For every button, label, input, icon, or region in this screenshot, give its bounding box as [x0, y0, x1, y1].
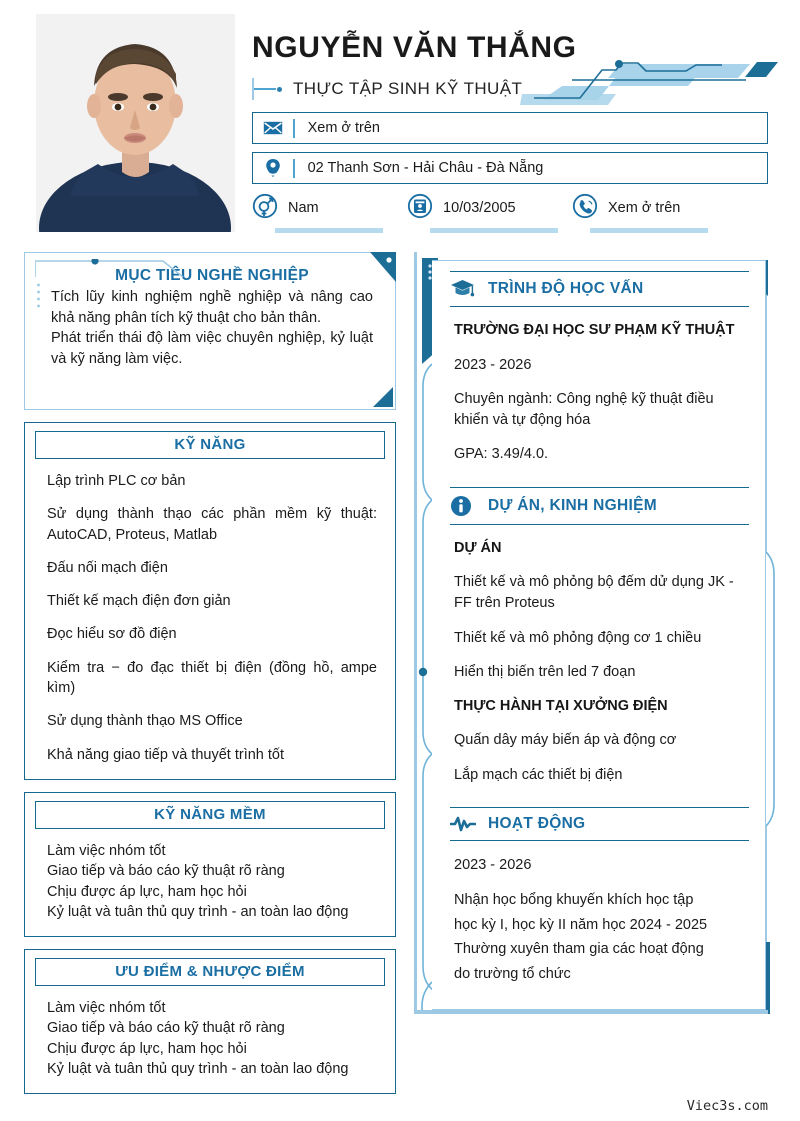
objective-card: [24, 252, 396, 410]
divider: [293, 159, 295, 178]
phone-value: Xem ở trên: [608, 200, 681, 216]
list-item: Giao tiếp và báo cáo kỹ thuật rõ ràng: [47, 863, 285, 880]
skills-section: [24, 422, 396, 780]
experience-group-1-heading: DỰ ÁN: [454, 539, 502, 556]
meta-underline-1: [275, 228, 383, 233]
list-item: Đấu nối mạch điện: [47, 559, 168, 576]
list-item: Thường xuyên tham gia các hoạt động: [454, 941, 704, 958]
list-item: Kỷ luật và tuân thủ quy trình - an toàn lao động: [47, 1061, 349, 1078]
soft-skills-section: [24, 792, 396, 937]
calendar-icon: [407, 193, 433, 224]
list-item: Làm việc nhóm tốt: [47, 1000, 166, 1017]
corner-triangle-decoration: [370, 252, 396, 282]
experience-section: [450, 477, 749, 798]
objective-paragraph-1: Tích lũy kinh nghiệm nghề nghiệp và nâng cao khả năng phân tích kỹ thuật cho bản thân.: [51, 289, 373, 326]
soft-skills-title: KỸ NĂNG MỀM: [35, 801, 385, 829]
job-role: [252, 76, 522, 102]
graduation-cap-icon: [450, 279, 480, 299]
birthday-value: 10/03/2005: [443, 200, 516, 216]
cv-header: [0, 0, 800, 240]
list-item: Kỷ luật và tuân thủ quy trình - an toàn lao động: [47, 903, 349, 920]
address-value: 02 Thanh Sơn - Hải Châu - Đà Nẵng: [307, 160, 544, 176]
role-label: THỰC TẬP SINH KỸ THUẬT: [293, 79, 523, 98]
objective-title: MỤC TIÊU NGHỀ NGHIỆP: [115, 267, 309, 284]
phone-icon: [572, 193, 598, 224]
email-row: [252, 112, 768, 144]
left-column: [24, 252, 396, 1094]
list-item: Sử dụng thành thạo các phần mềm kỹ thuật: AutoCAD, Proteus, Matlab: [47, 506, 377, 543]
activities-body: [450, 841, 749, 990]
list-item: Nhận học bổng khuyến khích học tập: [454, 892, 694, 909]
skills-title: KỸ NĂNG: [35, 431, 385, 459]
education-title: TRÌNH ĐỘ HỌC VẤN: [488, 280, 644, 297]
address-row: [252, 152, 768, 184]
footer-brand: Viec3s.com: [686, 1098, 768, 1114]
gender-item: [252, 190, 407, 226]
info-circle-icon: [450, 495, 480, 517]
activities-header: [450, 807, 749, 841]
list-item: học kỳ I, học kỳ II năm học 2024 - 2025: [454, 916, 708, 933]
education-header: [450, 271, 749, 307]
strengths-title: ƯU ĐIỂM & NHƯỢC ĐIỂM: [35, 958, 385, 986]
list-item: Hiển thị biến trên led 7 đoạn: [454, 664, 636, 681]
education-major: Chuyên ngành: Công nghệ kỹ thuật điều khiển và tự động hóa: [454, 391, 714, 428]
pulse-icon: [450, 815, 480, 833]
corner-triangle-decoration-bottom: [373, 387, 393, 407]
list-item: Sử dụng thành thạo MS Office: [47, 713, 243, 730]
divider: [293, 119, 295, 138]
phone-item: [572, 190, 680, 226]
list-item: Giao tiếp và báo cáo kỹ thuật rõ ràng: [47, 1020, 285, 1037]
list-item: Lắp mạch các thiết bị điện: [454, 766, 623, 783]
header-decoration-graphic: [520, 58, 785, 110]
education-gpa: GPA: 3.49/4.0.: [454, 446, 549, 463]
list-item: Thiết kế và mô phỏng động cơ 1 chiều: [454, 629, 702, 646]
gender-icon: [252, 193, 278, 224]
envelope-icon: [253, 121, 293, 135]
education-section: [450, 261, 749, 477]
meta-underline-3: [590, 228, 708, 233]
list-item: Thiết kế và mô phỏng bộ đếm dử dụng JK - FF trên Proteus: [454, 574, 734, 612]
right-content: [432, 260, 766, 1010]
list-item: Làm việc nhóm tốt: [47, 842, 166, 859]
list-item: Kiểm tra − đo đạc thiết bị điện (đồng hồ, ampe kìm): [47, 659, 377, 697]
gender-value: Nam: [288, 200, 319, 216]
activities-years: 2023 - 2026: [454, 857, 532, 874]
role-dash: [254, 88, 276, 90]
meta-underline-2: [430, 228, 558, 233]
list-item: Quấn dây máy biến áp và động cơ: [454, 732, 677, 749]
experience-header: [450, 487, 749, 525]
school-name: TRƯỜNG ĐẠI HỌC SƯ PHẠM KỸ THUẬT: [454, 322, 735, 338]
profile-photo: [36, 14, 235, 232]
page-title: NGUYỄN VĂN THẮNG: [252, 31, 577, 64]
personal-meta-row: [252, 190, 772, 226]
experience-group-2-heading: THỰC HÀNH TẠI XƯỞNG ĐIỆN: [454, 697, 668, 714]
education-years: 2023 - 2026: [454, 356, 532, 373]
list-item: Đọc hiểu sơ đồ điện: [47, 626, 177, 643]
birthday-item: [407, 190, 572, 226]
soft-skills-list: [25, 829, 395, 922]
role-dot: [277, 87, 282, 92]
activities-section: [450, 797, 749, 990]
list-item: Lập trình PLC cơ bản: [47, 473, 186, 489]
skills-list: [25, 459, 395, 765]
activities-title: HOẠT ĐỘNG: [488, 815, 586, 833]
right-column: [412, 252, 776, 1024]
experience-title: DỰ ÁN, KINH NGHIỆM: [488, 496, 657, 514]
list-item: Khả năng giao tiếp và thuyết trình tốt: [47, 746, 284, 763]
email-value: Xem ở trên: [307, 120, 380, 136]
strengths-list: [25, 986, 395, 1079]
list-item: do trường tổ chức: [454, 965, 571, 982]
list-item: Chịu được áp lực, ham học hỏi: [47, 883, 247, 900]
dotted-accent: [37, 283, 40, 313]
experience-body: [450, 525, 749, 798]
map-pin-icon: [253, 158, 293, 178]
strengths-weaknesses-section: [24, 949, 396, 1094]
list-item: Thiết kế mạch điện đơn giản: [47, 593, 231, 610]
objective-paragraph-2: Phát triển thái độ làm việc chuyên nghiệp, kỷ luật và kỹ năng làm việc.: [51, 330, 373, 367]
education-body: [450, 307, 749, 477]
list-item: Chịu được áp lực, ham học hỏi: [47, 1040, 247, 1057]
